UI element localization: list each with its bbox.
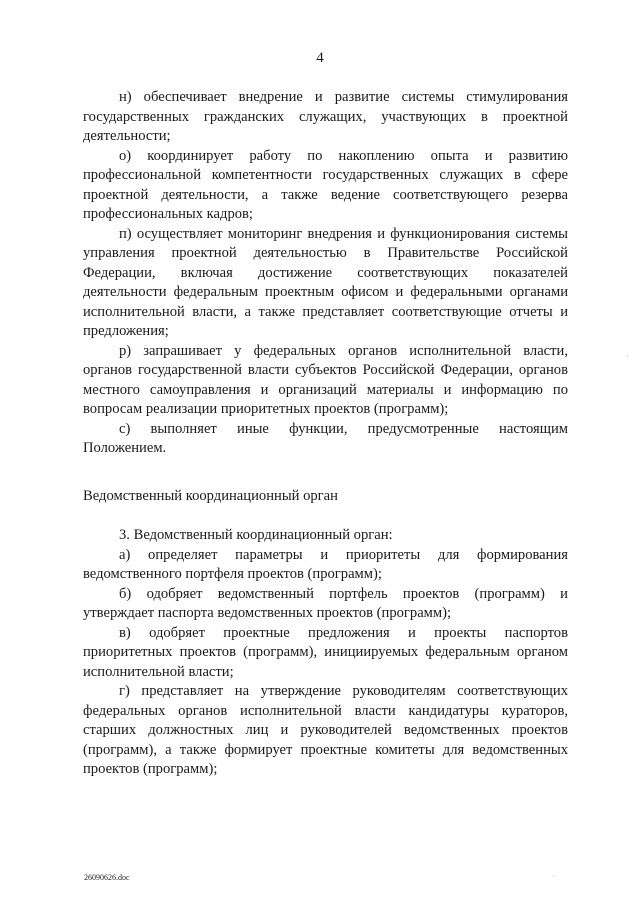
clause-3-v: в) одобряет проектные предложения и проекты паспортов приоритетных проектов (программ), инициируемых федеральным органом исполнительной власти; (83, 624, 568, 680)
section-heading: Ведомственный координационный орган (83, 487, 338, 504)
page-number: 4 (316, 50, 324, 66)
clause-3-b: б) одобряет ведомственный портфель проектов (программ) и утверждает паспорта ведомственных проектов (программ); (83, 585, 568, 621)
paragraph-s: с) выполняет иные функции, предусмотренные настоящим Положением. (83, 420, 568, 456)
paragraph-r: р) запрашивает у федеральных органов исполнительной власти, органов государственной власти субъектов Российской Федерации, органов местного самоуправления и организаций материалы и информацию по вопросам реализации приоритетных проектов (программ); (83, 342, 568, 417)
paragraph-p: п) осуществляет мониторинг внедрения и функционирования системы управления проектной деятельностью в Правительстве Российской Федерации, включая достижение соответствующих показателей деятельности федеральным проектным офисом и федеральными органами исполнительной власти, а также представляет соответствующие отчеты и предложения; (83, 225, 568, 339)
footer-filename: 26090626.doc (84, 873, 130, 882)
paragraph-o: о) координирует работу по накоплению опыта и развитию профессиональной компетентности государственных служащих в сфере проектной деятельности, а также ведение соответствующего резерва профессиональных кадров; (83, 147, 568, 222)
paragraph-n: н) обеспечивает внедрение и развитие системы стимулирования государственных гражданских служащих, участвующих в проектной деятельности; (83, 89, 568, 144)
scan-mark: · (626, 352, 629, 361)
clause-3-g: г) представляет на утверждение руководителям соответствующих федеральных органов исполнительной власти кандидатуры кураторов, старших должностных лиц и руководителей ведомственных проектов (программ), а также формирует проектные комитеты для ведомственных проектов (программ); (83, 683, 568, 777)
clause-3-a: а) определяет параметры и приоритеты для формирования ведомственного портфеля проектов (программ); (83, 546, 568, 582)
scan-mark: · (552, 872, 555, 881)
document-body (83, 88, 568, 780)
clause-3-intro: 3. Ведомственный координационный орган: (119, 527, 393, 543)
